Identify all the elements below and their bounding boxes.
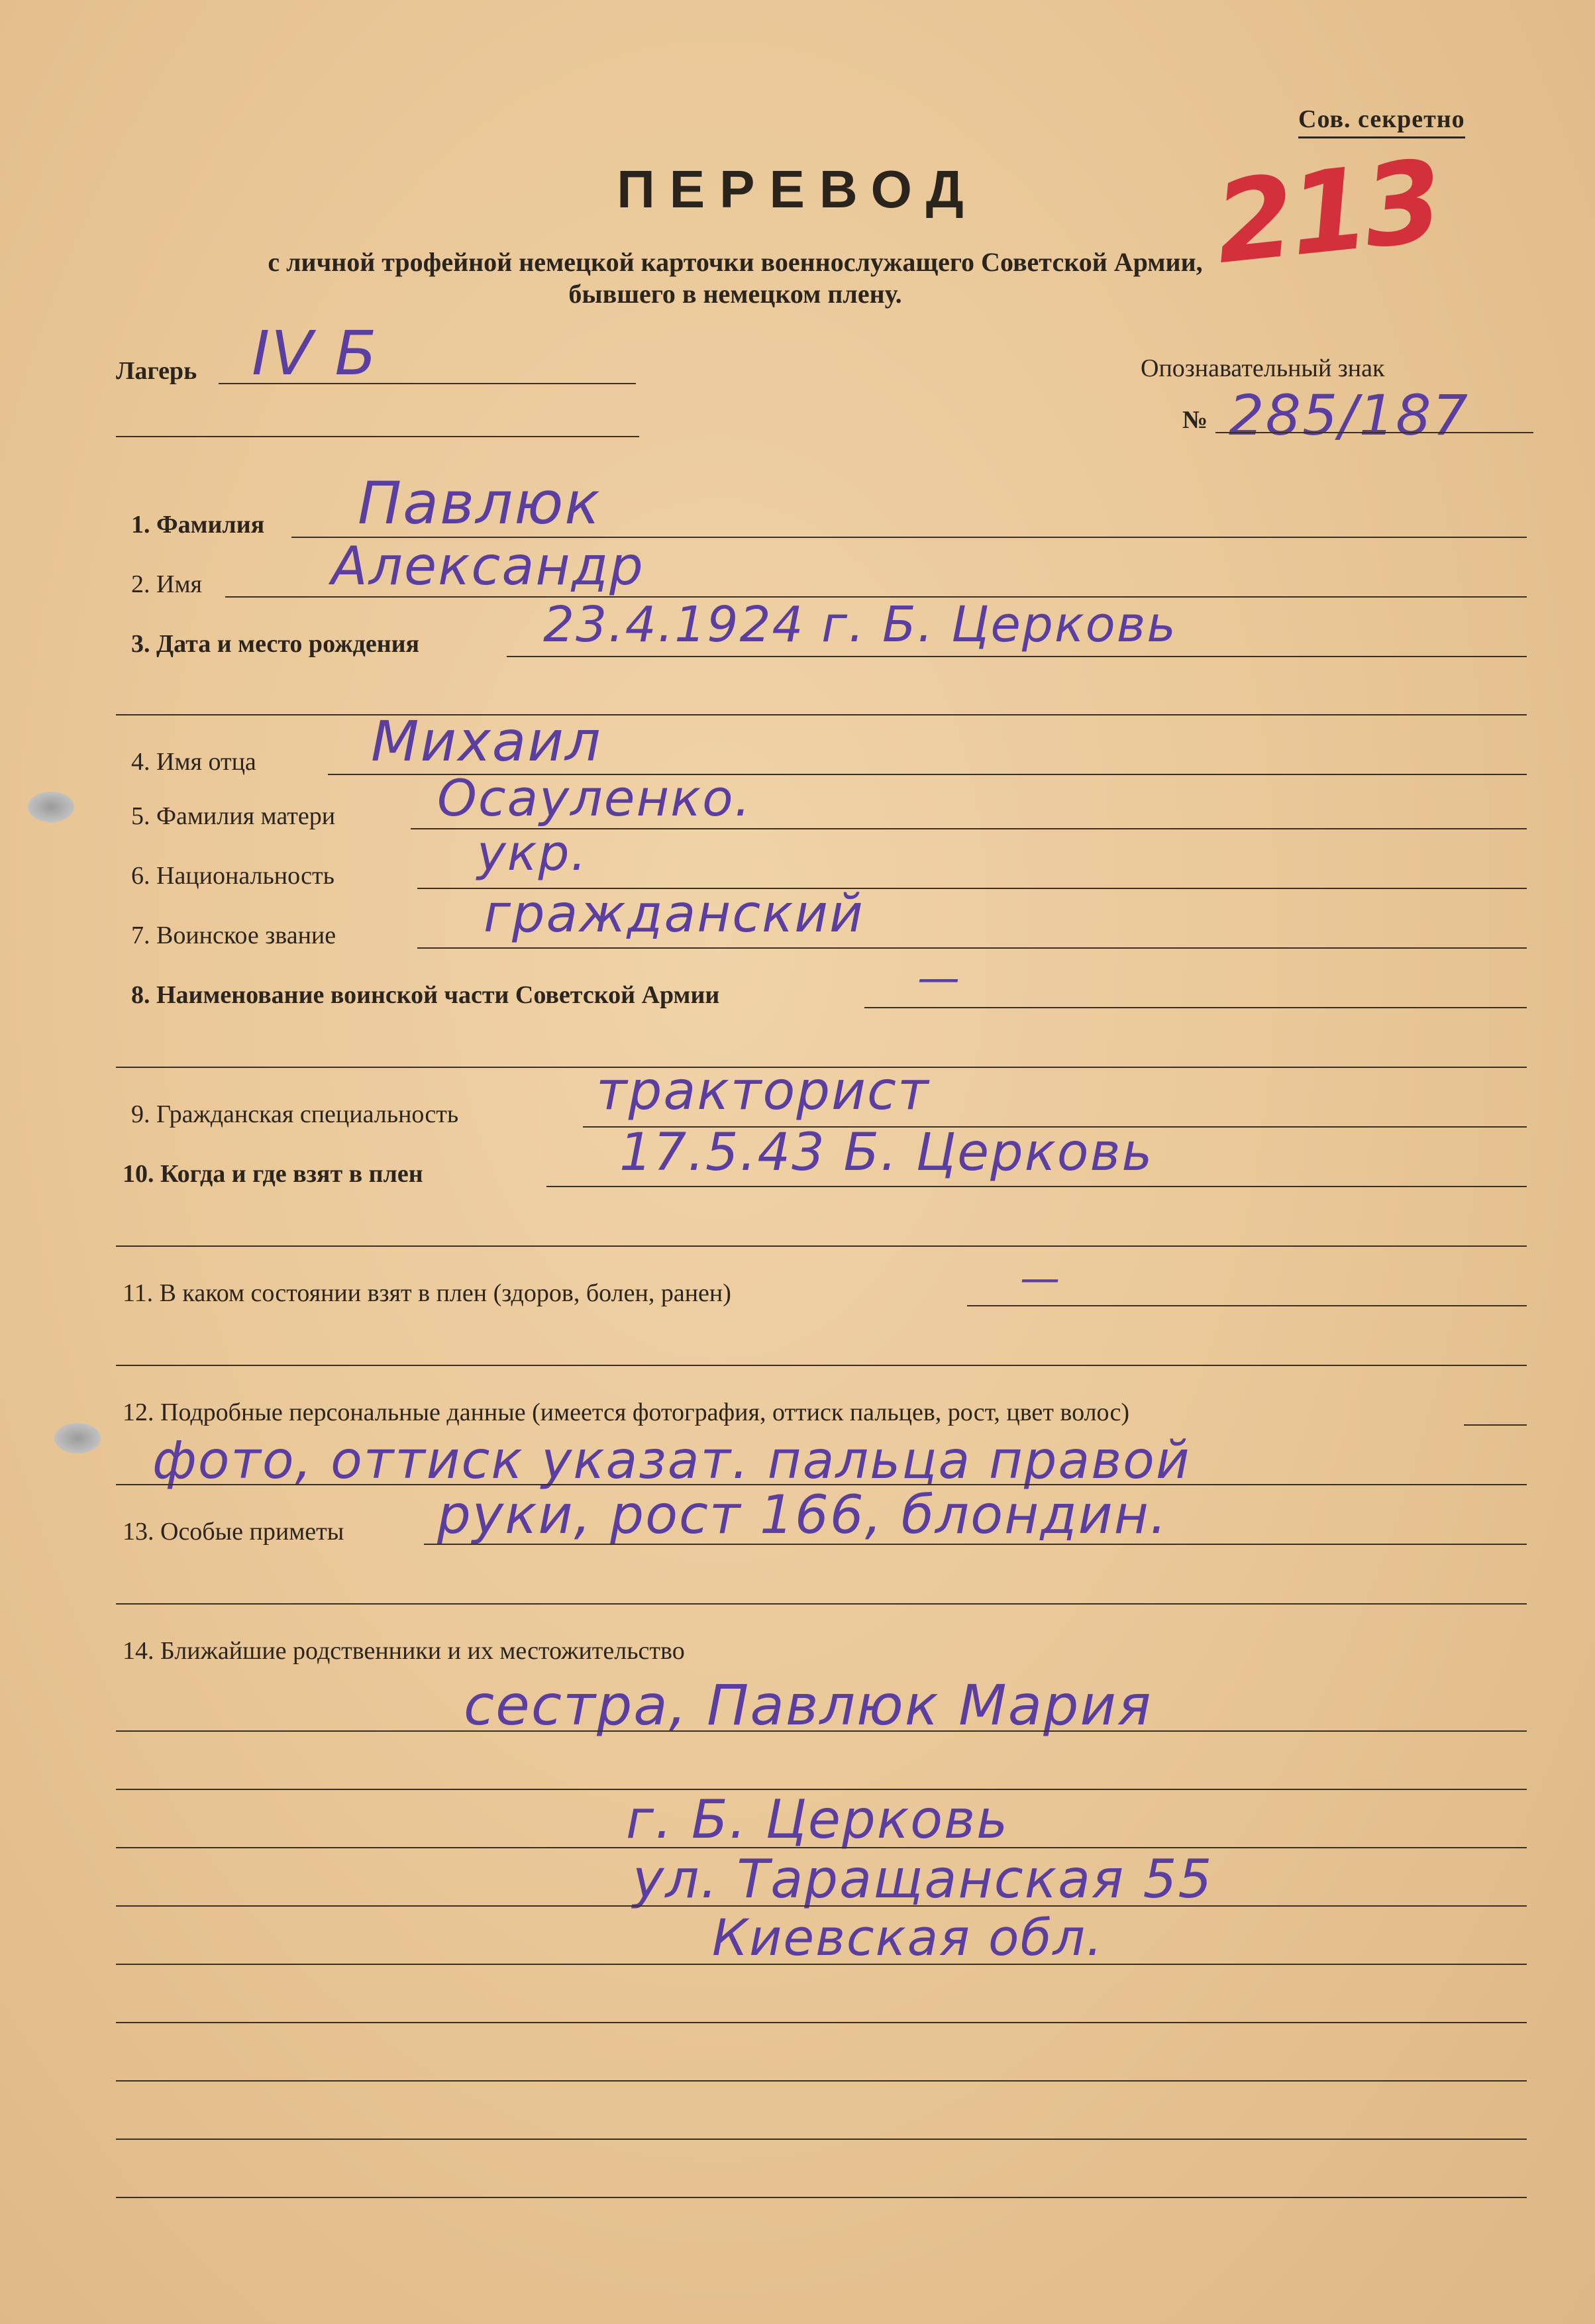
subtitle-line-1: с личной трофейной немецкой карточки военнослужащего Советской Армии, (268, 247, 1203, 277)
classification-label: Сов. секретно (1298, 105, 1465, 138)
field-label-father: 4. Имя отца (131, 748, 256, 776)
field-label-unit: 8. Наименование воинской части Советской Армии (131, 981, 720, 1009)
field-label-relatives: 14. Ближайшие родственники и их местожительство (123, 1637, 685, 1665)
field-label-special-marks: 13. Особые приметы (123, 1518, 344, 1546)
relative-line-3: ул. Таращанская 55 (633, 1848, 1213, 1910)
relatives-line-7 (116, 2080, 1527, 2082)
field-line-11 (967, 1305, 1527, 1306)
punch-hole-top (28, 792, 74, 822)
relative-line-2: г. Б. Церковь (626, 1789, 1009, 1850)
camp-label: Лагерь (116, 357, 197, 385)
field-label-profession: 9. Гражданская специальность (131, 1100, 459, 1128)
field-value-profession: тракторист (596, 1060, 930, 1122)
field-label-nationality: 6. Национальность (131, 862, 334, 890)
relatives-line-8 (116, 2139, 1527, 2140)
id-mark-label: Опознавательный знак (1141, 354, 1385, 382)
field-value-rank: гражданский (484, 884, 864, 944)
field-value-name: Александр (331, 535, 644, 597)
id-mark-value: 285/187 (1229, 383, 1469, 448)
subtitle-line-2: бывшего в немецком плену. (568, 279, 902, 309)
field-value-birth: 23.4.1924 г. Б. Церковь (543, 596, 1178, 653)
relatives-line-9 (116, 2197, 1527, 2198)
relative-line-1: сестра, Павлюк Мария (464, 1673, 1153, 1738)
relative-line-4: Киевская обл. (712, 1908, 1104, 1967)
camp-underline-2 (116, 436, 639, 437)
field-value-special-marks: руки, рост 166, блондин. (437, 1484, 1168, 1546)
field-line-10b (116, 1245, 1527, 1247)
id-mark-underline (1215, 432, 1533, 433)
document-title: ПЕРЕВОД (617, 160, 978, 219)
camp-value: IV Б (252, 318, 378, 389)
field-line-13b (116, 1603, 1527, 1605)
relatives-line-5 (116, 1964, 1527, 1965)
field-value-personal-data: фото, оттиск указат. пальца правой (152, 1431, 1191, 1491)
relatives-line-4 (116, 1905, 1527, 1907)
relatives-line-1 (116, 1730, 1527, 1732)
field-value-father: Михаил (371, 709, 602, 774)
field-label-name: 2. Имя (131, 570, 202, 598)
field-value-unit: — (917, 954, 961, 1003)
field-value-nationality: укр. (477, 825, 588, 882)
relatives-line-6 (116, 2022, 1527, 2023)
field-line-8 (864, 1007, 1527, 1008)
field-line-3b (116, 714, 1527, 715)
field-label-rank: 7. Воинское звание (131, 922, 336, 949)
punch-hole-bottom (54, 1423, 101, 1453)
field-line-11b (116, 1365, 1527, 1366)
red-stamp-number: 213 (1209, 135, 1445, 290)
field-line-12 (1464, 1424, 1527, 1426)
field-line-13 (424, 1544, 1527, 1545)
field-label-birth: 3. Дата и место рождения (131, 630, 420, 658)
field-line-7 (417, 947, 1527, 949)
field-line-10 (546, 1186, 1527, 1187)
field-label-capture: 10. Когда и где взят в плен (123, 1160, 423, 1188)
field-label-surname: 1. Фамилия (131, 511, 265, 539)
camp-underline (219, 383, 636, 384)
field-label-condition: 11. В каком состоянии взят в плен (здоров, болен, ранен) (123, 1279, 731, 1307)
field-label-personal-data: 12. Подробные персональные данные (имеется фотография, оттиск пальцев, рост, цвет волос) (123, 1399, 1129, 1426)
field-line-3 (507, 656, 1527, 657)
field-value-condition: — (1020, 1255, 1061, 1302)
id-mark-number-prefix: № (1182, 406, 1208, 434)
field-value-capture: 17.5.43 Б. Церковь (619, 1123, 1154, 1183)
field-label-mother: 5. Фамилия матери (131, 802, 336, 830)
field-value-surname: Павлюк (358, 469, 601, 537)
field-value-mother: Осауленко. (437, 768, 752, 827)
